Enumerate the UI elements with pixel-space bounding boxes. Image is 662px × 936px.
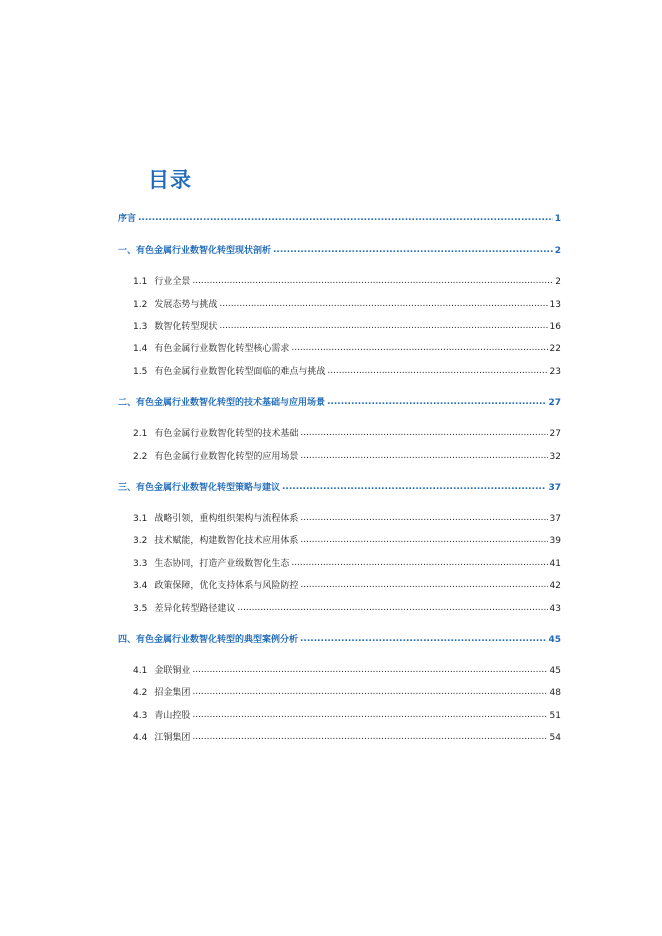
toc-entry-label: 二、有色金属行业数智化转型的技术基础与应用场景 [118,398,326,408]
toc-entry-label: 序言 [118,214,137,224]
toc-dot-leader [237,601,547,615]
toc-entry-label: 数智化转型现状 [154,322,218,332]
toc-section-entry[interactable] [133,664,561,678]
toc-entry-label: 一、有色金属行业数智化转型现状剖析 [118,246,272,256]
toc-page-number: 45 [548,635,561,645]
toc-entry-label: 有色金属行业数智化转型的应用场景 [154,452,299,462]
toc-dot-leader [300,511,547,525]
toc-page-number: 48 [549,688,561,698]
toc-dot-leader [219,319,547,333]
toc-dot-leader [327,364,547,378]
toc-section-number: 2.1 [133,429,148,439]
toc-page-number: 39 [549,536,561,546]
toc-page-number: 22 [549,344,561,354]
toc-dot-leader [192,685,547,699]
toc-section-number: 1.4 [133,344,148,354]
toc-entry-label: 金联铜业 [154,666,191,676]
toc-page-number: 51 [549,711,561,721]
toc-section-entry[interactable] [133,686,561,700]
toc-entry-label: 技术赋能，构建数智化技术应用体系 [154,536,299,546]
toc-page-number: 37 [549,514,561,524]
toc-dot-leader [300,632,546,646]
toc-chapter-entry[interactable] [118,244,561,258]
toc-entry-label: 招金集团 [154,688,191,698]
toc-section-entry[interactable] [133,298,561,312]
toc-entry-label: 差异化转型路径建议 [154,604,236,614]
toc-section-entry[interactable] [133,602,561,616]
toc-section-number: 3.4 [133,581,148,591]
toc-entry-label: 四、有色金属行业数智化转型的典型案例分析 [118,635,299,645]
toc-page-number: 27 [548,398,561,408]
toc-dot-leader [192,708,547,722]
toc-entry-label: 青山控股 [154,711,191,721]
toc-page-number: 2 [555,277,561,287]
toc-page-number: 27 [549,429,561,439]
toc-title: 目录 [148,168,192,192]
toc-page-number: 2 [554,246,561,256]
toc-section-entry[interactable] [133,731,561,745]
toc-entry-label: 战略引领，重构组织架构与流程体系 [154,514,299,524]
toc-entry-label: 发展态势与挑战 [154,300,218,310]
toc-section-entry[interactable] [133,557,561,571]
toc-dot-leader [192,663,547,677]
toc-chapter-entry[interactable] [118,633,561,647]
toc-section-number: 1.5 [133,367,148,377]
toc-section-number: 4.1 [133,666,148,676]
toc-section-number: 4.3 [133,711,148,721]
toc-chapter-entry[interactable] [118,212,561,226]
toc-dot-leader [138,211,553,225]
toc-entry-label: 政策保障，优化支持体系与风险防控 [154,581,299,591]
toc-section-entry[interactable] [133,342,561,356]
toc-page-number: 13 [549,300,561,310]
toc-entry-label: 有色金属行业数智化转型核心需求 [154,344,290,354]
toc-section-entry[interactable] [133,320,561,334]
toc-section-entry[interactable] [133,365,561,379]
toc-chapter-entry[interactable] [118,481,561,495]
toc-entry-label: 生态协同，打造产业级数智化生态 [154,559,290,569]
toc-dot-leader [327,395,546,409]
toc-dot-leader [192,730,547,744]
toc-section-entry[interactable] [133,275,561,289]
toc-section-number: 4.2 [133,688,148,698]
toc-page-number: 43 [549,604,561,614]
toc-section-entry[interactable] [133,450,561,464]
toc-section-entry[interactable] [133,512,561,526]
toc-page-number: 23 [549,367,561,377]
toc-page-number: 54 [549,733,561,743]
toc-entry-label: 三、有色金属行业数智化转型策略与建议 [118,483,281,493]
toc-dot-leader [300,426,547,440]
toc-section-number: 1.3 [133,322,148,332]
toc-entry-label: 江铜集团 [154,733,191,743]
toc-page-number: 16 [549,322,561,332]
toc-section-entry[interactable] [133,709,561,723]
toc-page-number: 41 [549,559,561,569]
toc-section-number: 3.2 [133,536,148,546]
toc-dot-leader [273,243,553,257]
toc-page-number: 1 [554,214,561,224]
toc-chapter-entry[interactable] [118,396,561,410]
toc-section-number: 4.4 [133,733,148,743]
toc-dot-leader [219,297,547,311]
toc-entry-label: 有色金属行业数智化转型的技术基础 [154,429,299,439]
toc-dot-leader [291,341,547,355]
toc-section-number: 2.2 [133,452,148,462]
toc-section-entry[interactable] [133,534,561,548]
toc-dot-leader [282,480,546,494]
toc-section-number: 3.1 [133,514,148,524]
toc-page-number: 32 [549,452,561,462]
toc-page-number: 45 [549,666,561,676]
toc-section-number: 3.3 [133,559,148,569]
toc-dot-leader [300,578,547,592]
toc-page-number: 37 [548,483,561,493]
toc-section-entry[interactable] [133,427,561,441]
toc-dot-leader [291,556,547,570]
toc-section-entry[interactable] [133,579,561,593]
toc-section-number: 1.1 [133,277,148,287]
toc-entry-label: 行业全景 [154,277,191,287]
toc-page-number: 42 [549,581,561,591]
toc-dot-leader [300,533,547,547]
toc-entry-label: 有色金属行业数智化转型面临的难点与挑战 [154,367,326,377]
toc-dot-leader [192,274,553,288]
toc-section-number: 1.2 [133,300,148,310]
toc-dot-leader [300,449,547,463]
toc-section-number: 3.5 [133,604,148,614]
